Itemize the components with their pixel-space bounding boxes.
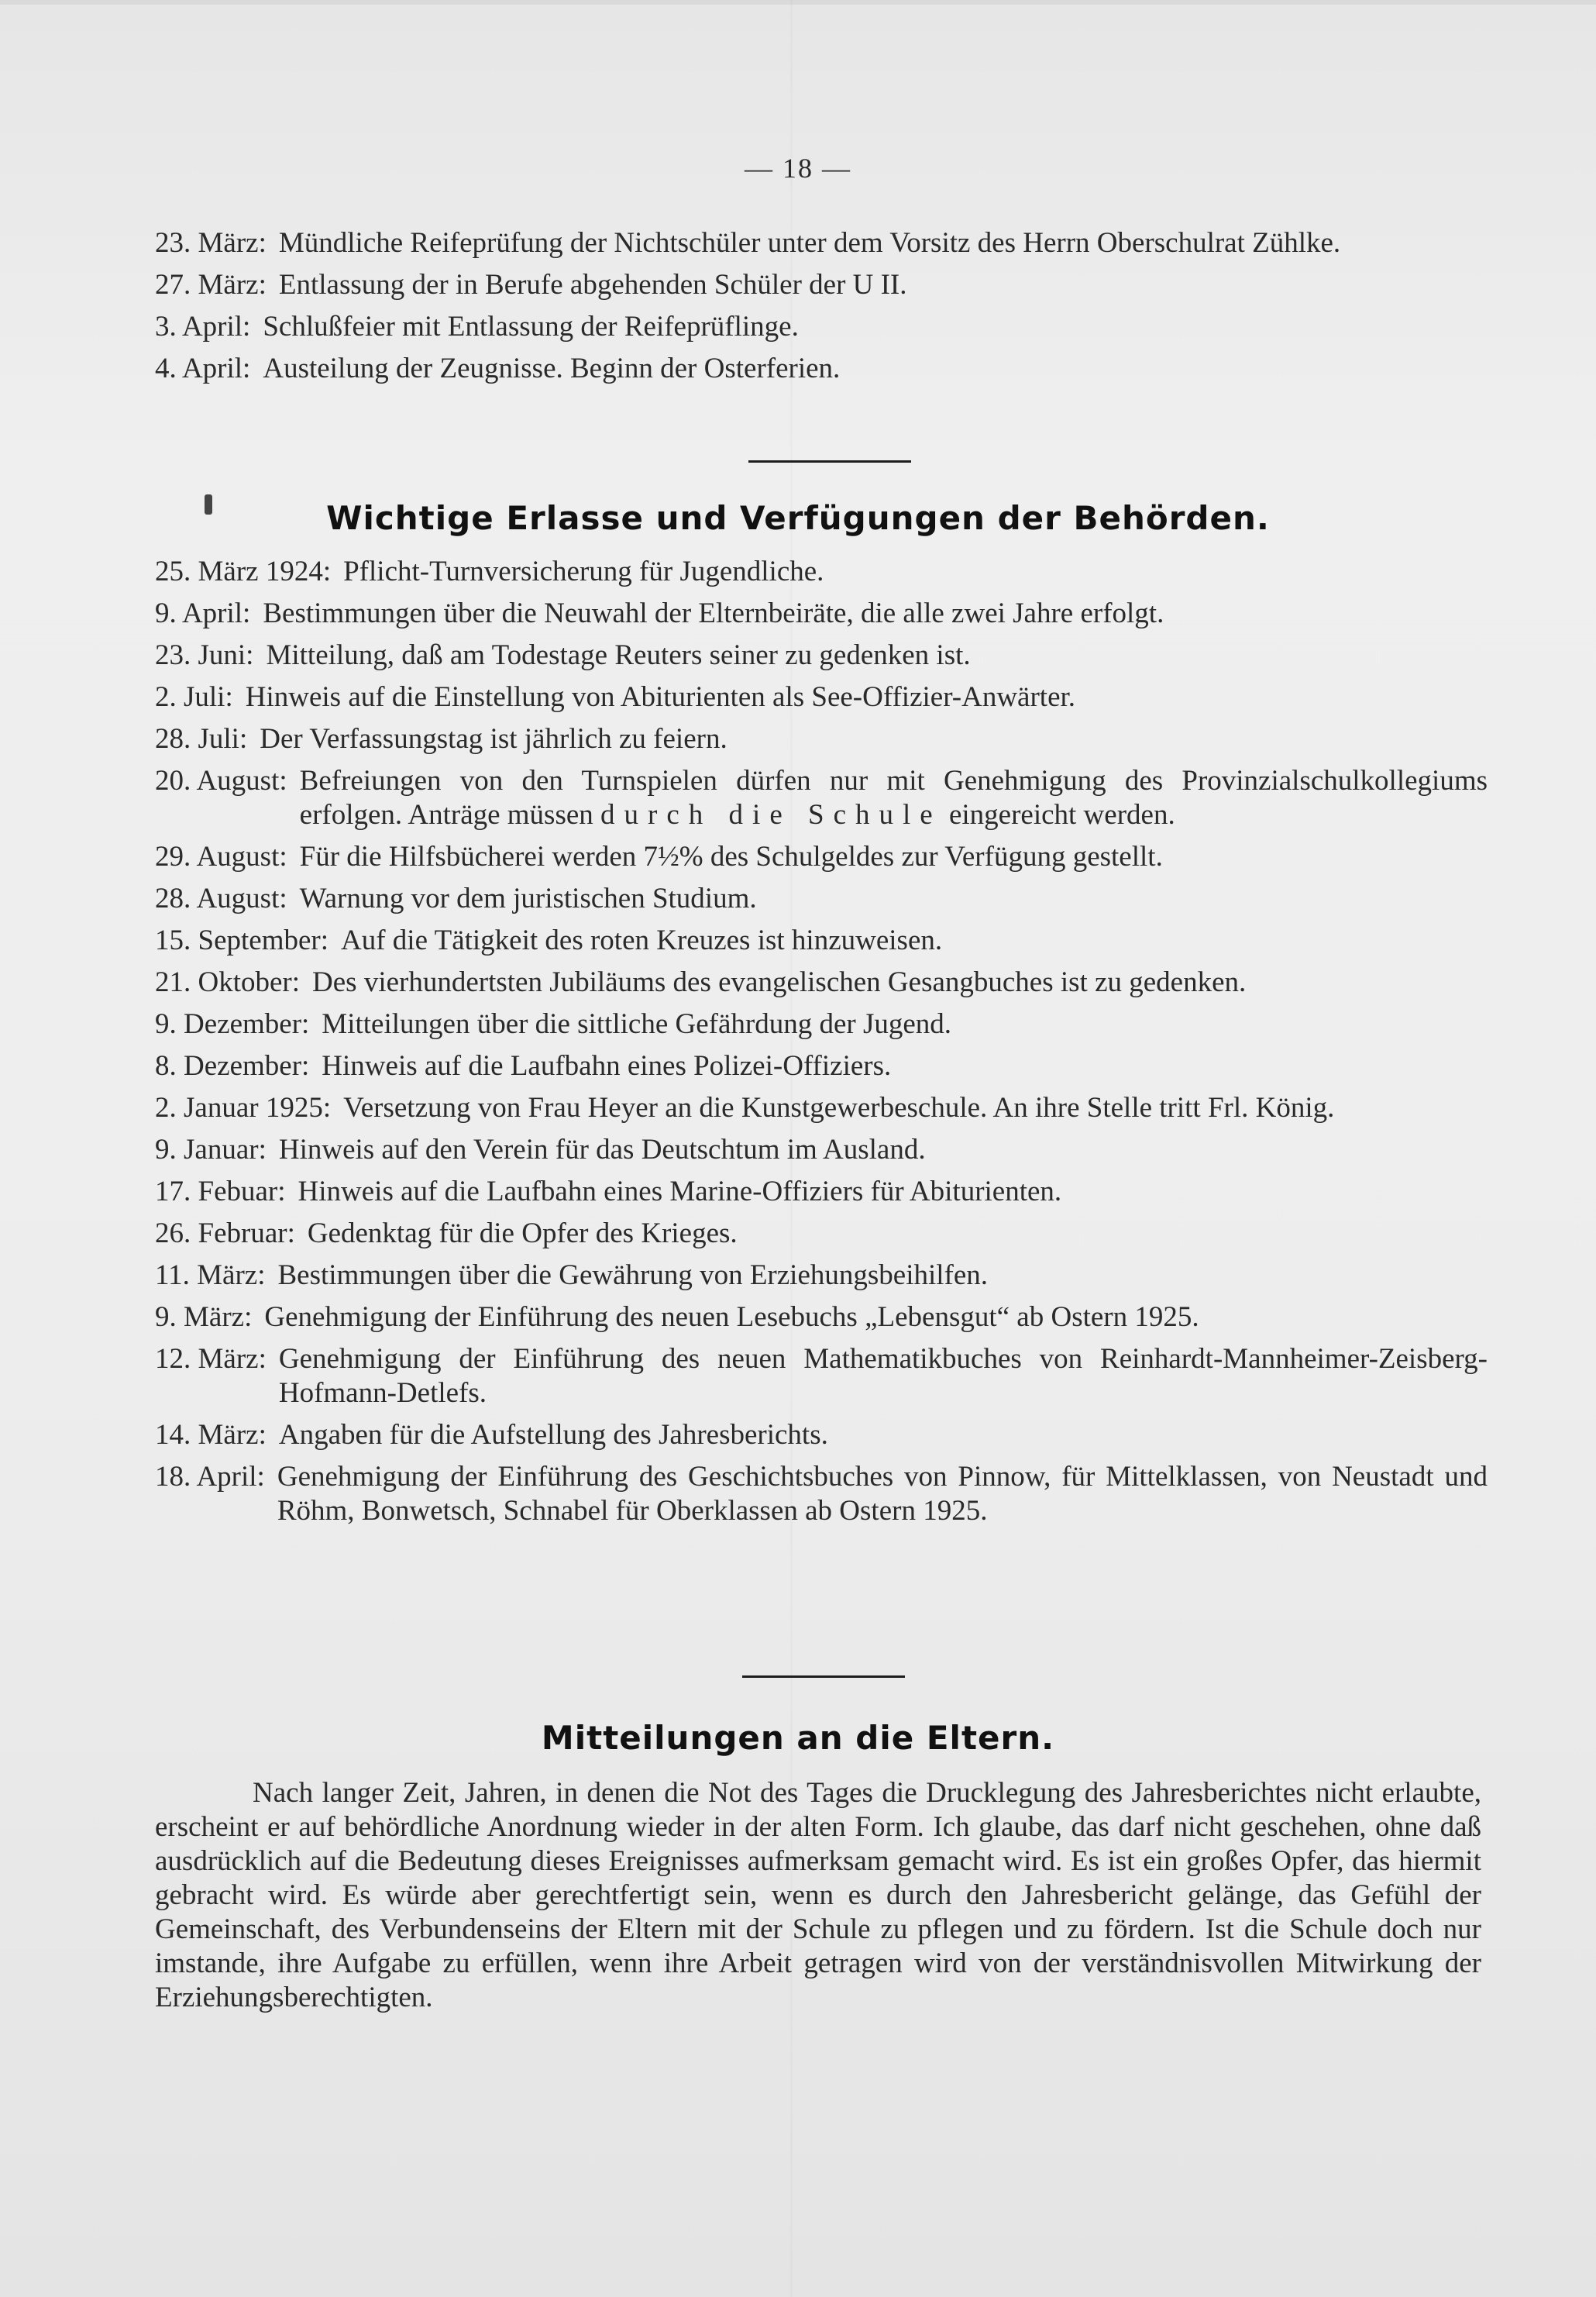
entry-text: Der Verfassungstag ist jährlich zu feiern. [260, 723, 727, 755]
list-item [155, 1049, 1488, 1083]
entry-text: Mitteilungen über die sittliche Gefährdung der Jugend. [322, 1008, 952, 1040]
entry-date: 20. August: [155, 765, 287, 797]
entry-date: 28. Juli: [155, 723, 248, 755]
entry-text [300, 764, 1488, 832]
list-item [155, 1133, 1488, 1167]
entry-text: Hinweis auf die Einstellung von Abiturienten als See-Offizier-Anwärter. [245, 681, 1076, 713]
entry-text: Gedenktag für die Opfer des Krieges. [307, 1217, 738, 1249]
entry-date: 2. Juli: [155, 681, 233, 713]
list-item [155, 597, 1488, 631]
entry-text: Hinweis auf den Verein für das Deutschtum im Ausland. [278, 1134, 926, 1166]
list-item [155, 268, 1488, 302]
list-item [155, 764, 1488, 832]
entry-date: 12. März: [155, 1343, 267, 1375]
list-item [155, 882, 1488, 916]
entry-text-part: Befreiungen von den Turnspielen dürfen nur mit Genehmigung des Provinzialschulkollegiums erfolgen. Anträge müssen [299, 765, 1488, 831]
entry-text: Pflicht-Turnversicherung für Jugendliche. [343, 556, 824, 587]
list-item [155, 639, 1488, 673]
section-divider [742, 1675, 905, 1678]
list-item [155, 1217, 1488, 1251]
entry-text: Bestimmungen über die Gewährung von Erziehungsbeihilfen. [277, 1259, 989, 1291]
entry-date: 9. Januar: [155, 1134, 267, 1166]
entry-text-emphasis: durch die Schule [600, 799, 942, 831]
parents-paragraph: Nach langer Zeit, Jahren, in denen die Not des Tages die Drucklegung des Jahresberichtes nicht erlaubte, erscheint er auf behördliche Anordnung wieder in der alten Form. Ich glaube, das darf nicht geschehen, ohne daß ausdrücklich auf die Bedeutung dieses Ereignisses aufmerksam gemacht wird. Es ist ein großes Opfer, das hiermit gebracht wird. Es würde aber gerechtfertigt sein, wenn es durch den Jahresbericht gelänge, das Gefühl der Gemeinschaft, des Verbundenseins der Eltern mit der Schule zu pflegen und zu fördern. Ist die Schule doch nur imstande, ihre Aufgabe zu erfüllen, wenn ihre Arbeit getragen wird von der verständnisvollen Mitwirkung der Erziehungsberechtigten. [155, 1777, 1481, 2013]
entry-date: 9. Dezember: [155, 1008, 310, 1040]
list-item [155, 1460, 1488, 1528]
entry-date: 27. März: [155, 269, 267, 301]
entry-text: Bestimmungen über die Neuwahl der Elternbeiräte, die alle zwei Jahre erfolgt. [263, 597, 1164, 629]
decrees-heading: Wichtige Erlasse und Verfügungen der Behörden. [326, 499, 1270, 537]
entry-date: 28. August: [155, 883, 287, 914]
entry-date: 9. April: [155, 597, 251, 629]
list-item [155, 966, 1488, 1000]
entry-text: Genehmigung der Einführung des neuen Lesebuchs „Lebensgut“ ab Ostern 1925. [264, 1301, 1199, 1333]
entry-date: 26. Februar: [155, 1217, 295, 1249]
entry-text: Mitteilung, daß am Todestage Reuters seiner zu gedenken ist. [266, 639, 971, 671]
entry-text: Entlassung der in Berufe abgehenden Schüler der U II. [278, 269, 907, 301]
entry-text: Schlußfeier mit Entlassung der Reifeprüflinge. [263, 311, 799, 343]
entry-date: 4. April: [155, 353, 251, 384]
list-item [155, 1007, 1488, 1042]
list-item [155, 1259, 1488, 1293]
entry-text: Hinweis auf die Laufbahn eines Polizei-Offiziers. [322, 1050, 892, 1082]
section-divider [748, 460, 911, 463]
list-item [155, 310, 1488, 344]
parents-heading: Mitteilungen an die Eltern. [541, 1719, 1055, 1757]
list-item [155, 680, 1488, 715]
list-item [155, 924, 1488, 958]
entry-date: 23. Juni: [155, 639, 254, 671]
list-item [155, 226, 1488, 260]
list-item [155, 722, 1488, 756]
entry-text: Genehmigung der Einführung des neuen Mathematikbuches von Reinhardt-Mannheimer-Zeisberg-Hofmann-Detlefs. [278, 1343, 1488, 1409]
events-list [155, 226, 1488, 394]
entry-date: 18. April: [155, 1461, 265, 1493]
entry-text: Versetzung von Frau Heyer an die Kunstgewerbeschule. An ihre Stelle tritt Frl. König. [343, 1092, 1335, 1124]
list-item [155, 555, 1488, 589]
entry-date: 15. September: [155, 925, 329, 956]
entry-date: 14. März: [155, 1419, 267, 1451]
entry-date: 9. März: [155, 1301, 253, 1333]
list-item [155, 1091, 1488, 1125]
list-item [155, 1418, 1488, 1452]
entry-date: 17. Febuar: [155, 1176, 286, 1207]
list-item [155, 840, 1488, 874]
entry-text: Warnung vor dem juristischen Studium. [299, 883, 757, 914]
paper-edge [0, 0, 1596, 5]
entry-text: Genehmigung der Einführung des Geschichtsbuches von Pinnow, für Mittelklassen, von Neustadt und Röhm, Bonwetsch, Schnabel für Oberklassen ab Ostern 1925. [277, 1461, 1488, 1527]
entry-date: 8. Dezember: [155, 1050, 310, 1082]
list-item [155, 1300, 1488, 1334]
list-item [155, 1175, 1488, 1209]
list-item [155, 1342, 1488, 1410]
entry-text: Mündliche Reifeprüfung der Nichtschüler unter dem Vorsitz des Herrn Oberschulrat Zühlke. [278, 227, 1341, 259]
entry-text: Für die Hilfsbücherei werden 7½% des Schulgeldes zur Verfügung gestellt. [299, 841, 1163, 873]
entry-date: 23. März: [155, 227, 267, 259]
entry-date: 29. August: [155, 841, 287, 873]
entry-text-part: eingereicht werden. [948, 799, 1175, 831]
entry-date: 2. Januar 1925: [155, 1092, 332, 1124]
entry-date: 11. März: [155, 1259, 266, 1291]
entry-date: 3. April: [155, 311, 251, 343]
entry-date: 25. März 1924: [155, 556, 332, 587]
entry-date: 21. Oktober: [155, 966, 301, 998]
entry-text: Austeilung der Zeugnisse. Beginn der Osterferien. [263, 353, 841, 384]
list-item [155, 352, 1488, 386]
entry-text: Auf die Tätigkeit des roten Kreuzes ist hinzuweisen. [341, 925, 943, 956]
entry-text: Hinweis auf die Laufbahn eines Marine-Offiziers für Abiturienten. [298, 1176, 1062, 1207]
entry-text: Angaben für die Aufstellung des Jahresberichts. [278, 1419, 828, 1451]
entry-text: Des vierhundertsten Jubiläums des evangelischen Gesangbuches ist zu gedenken. [312, 966, 1247, 998]
decrees-list [155, 555, 1488, 1536]
page-number: — 18 — [745, 153, 851, 184]
